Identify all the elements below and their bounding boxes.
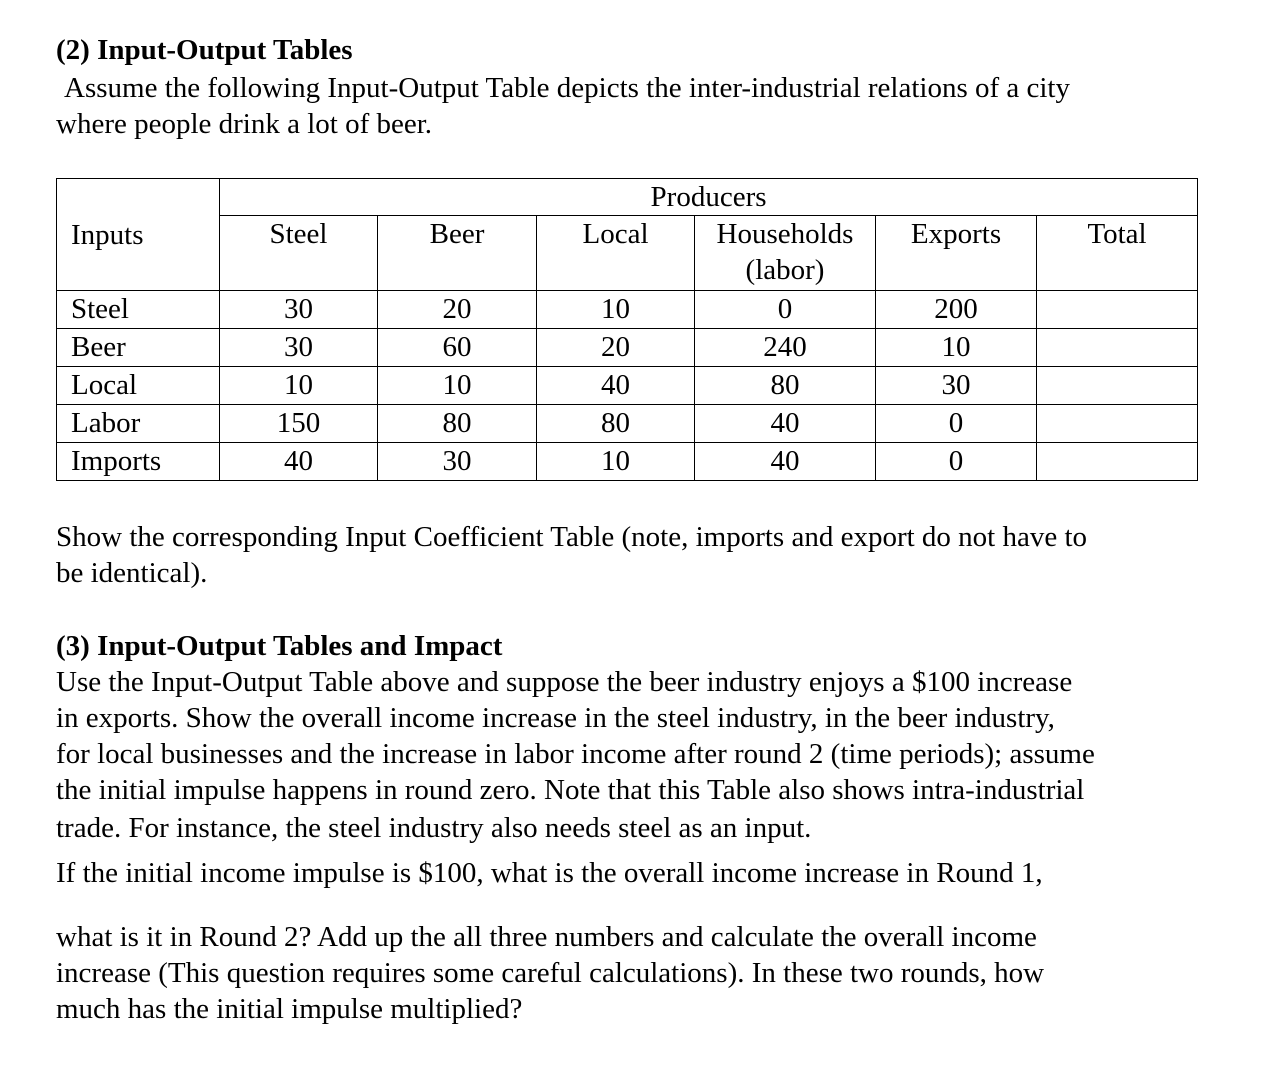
cell-total bbox=[1037, 405, 1198, 443]
row-label: Imports bbox=[57, 443, 220, 481]
section3-heading: (3) Input-Output Tables and Impact bbox=[56, 630, 503, 662]
cell-households: 0 bbox=[695, 291, 876, 329]
cell-beer: 80 bbox=[378, 405, 537, 443]
section3-paragraph1-line: the initial impulse happens in round zero. Note that this Table also shows intra-industrial bbox=[56, 774, 1085, 806]
cell-exports: 10 bbox=[876, 329, 1037, 367]
row-label: Steel bbox=[57, 291, 220, 329]
header-beer: Beer bbox=[378, 216, 537, 291]
cell-households: 40 bbox=[695, 443, 876, 481]
header-households-line1: Households bbox=[716, 218, 854, 250]
cell-total bbox=[1037, 291, 1198, 329]
section3-paragraph1-line: for local businesses and the increase in labor income after round 2 (time periods); assume bbox=[56, 738, 1095, 770]
section3-paragraph2-line: much has the initial impulse multiplied? bbox=[56, 993, 523, 1025]
row-label: Labor bbox=[57, 405, 220, 443]
table-row bbox=[57, 405, 1198, 443]
cell-exports: 0 bbox=[876, 405, 1037, 443]
cell-local: 10 bbox=[537, 291, 695, 329]
table-row bbox=[57, 443, 1198, 481]
cell-households: 40 bbox=[695, 405, 876, 443]
cell-beer: 30 bbox=[378, 443, 537, 481]
cell-local: 80 bbox=[537, 405, 695, 443]
section2-heading: (2) Input-Output Tables bbox=[56, 34, 353, 66]
cell-exports: 200 bbox=[876, 291, 1037, 329]
coefficient-task-line2: be identical). bbox=[56, 557, 208, 589]
cell-households: 240 bbox=[695, 329, 876, 367]
cell-households: 80 bbox=[695, 367, 876, 405]
producers-header-row bbox=[57, 179, 1198, 216]
cell-total bbox=[1037, 443, 1198, 481]
input-output-table bbox=[56, 178, 1198, 481]
header-households bbox=[695, 216, 876, 291]
column-header-row bbox=[57, 216, 1198, 291]
header-local: Local bbox=[537, 216, 695, 291]
section2-intro-line1: Assume the following Input-Output Table depicts the inter-industrial relations of a city bbox=[64, 72, 1070, 104]
row-label: Beer bbox=[57, 329, 220, 367]
header-inputs: Inputs bbox=[57, 179, 220, 291]
table-row bbox=[57, 367, 1198, 405]
header-producers: Producers bbox=[220, 179, 1198, 216]
cell-steel: 40 bbox=[220, 443, 378, 481]
table-row bbox=[57, 291, 1198, 329]
cell-total bbox=[1037, 367, 1198, 405]
section3-paragraph2-line: increase (This question requires some careful calculations). In these two rounds, how bbox=[56, 957, 1045, 989]
cell-steel: 30 bbox=[220, 291, 378, 329]
cell-steel: 10 bbox=[220, 367, 378, 405]
cell-beer: 60 bbox=[378, 329, 537, 367]
section3-paragraph1-line: in exports. Show the overall income increase in the steel industry, in the beer industry, bbox=[56, 702, 1055, 734]
cell-exports: 30 bbox=[876, 367, 1037, 405]
coefficient-task-line1: Show the corresponding Input Coefficient Table (note, imports and export do not have to bbox=[56, 521, 1088, 553]
cell-beer: 10 bbox=[378, 367, 537, 405]
cell-local: 20 bbox=[537, 329, 695, 367]
cell-local: 40 bbox=[537, 367, 695, 405]
section3-paragraph2-line: If the initial income impulse is $100, what is the overall income increase in Round 1, bbox=[56, 857, 1043, 889]
section2-intro-line2: where people drink a lot of beer. bbox=[56, 108, 433, 140]
cell-steel: 150 bbox=[220, 405, 378, 443]
header-total: Total bbox=[1037, 216, 1198, 291]
table-row bbox=[57, 329, 1198, 367]
section3-paragraph1-line: trade. For instance, the steel industry also needs steel as an input. bbox=[56, 812, 812, 844]
cell-local: 10 bbox=[537, 443, 695, 481]
header-steel: Steel bbox=[220, 216, 378, 291]
cell-total bbox=[1037, 329, 1198, 367]
cell-beer: 20 bbox=[378, 291, 537, 329]
section3-paragraph2-line: what is it in Round 2? Add up the all three numbers and calculate the overall income bbox=[56, 921, 1037, 953]
section3-paragraph1-line: Use the Input-Output Table above and suppose the beer industry enjoys a $100 increase bbox=[56, 666, 1073, 698]
header-exports: Exports bbox=[876, 216, 1037, 291]
cell-exports: 0 bbox=[876, 443, 1037, 481]
cell-steel: 30 bbox=[220, 329, 378, 367]
row-label: Local bbox=[57, 367, 220, 405]
header-households-line2: (labor) bbox=[745, 254, 825, 286]
